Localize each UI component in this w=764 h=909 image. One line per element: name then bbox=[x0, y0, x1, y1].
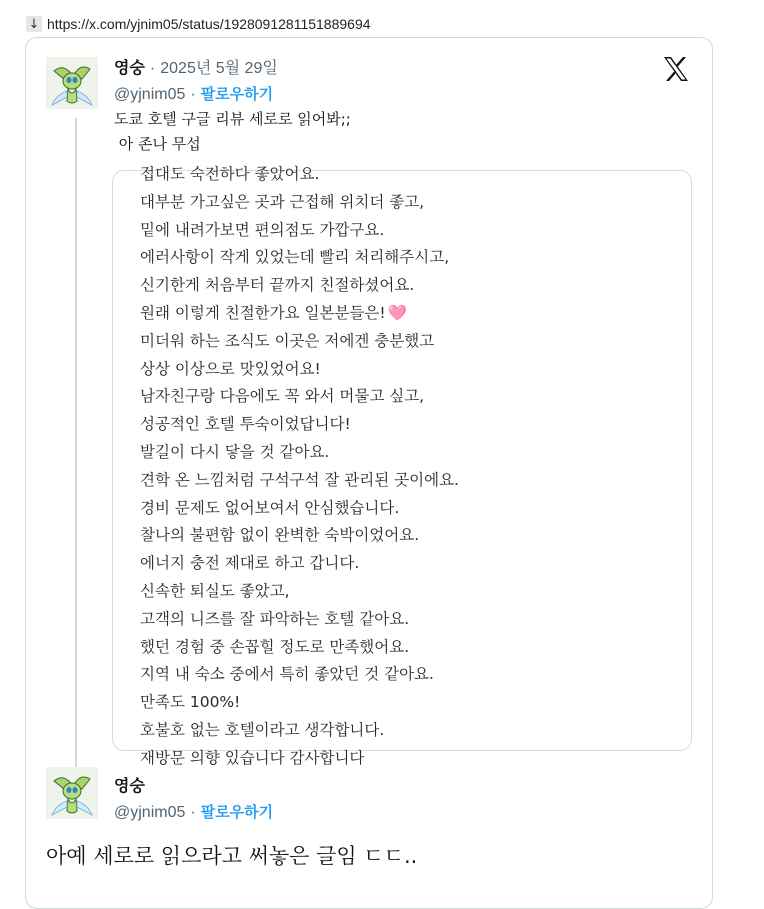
review-line: 경비 문제도 없어보여서 안심했습니다. bbox=[140, 498, 400, 517]
review-line: 밑에 내려가보면 편의점도 가깝구요. bbox=[140, 220, 385, 239]
tweet-header bbox=[114, 55, 278, 78]
review-line bbox=[140, 300, 459, 328]
review-line: 대부분 가고싶은 곳과 근접해 위치더 좋고, bbox=[140, 192, 425, 211]
tweet-date[interactable]: 2025년 5월 29일 bbox=[160, 60, 278, 77]
reply-author-handle[interactable]: @yjnim05 bbox=[114, 804, 186, 821]
tweet-text bbox=[114, 107, 351, 157]
tweet-text-line: 도쿄 호텔 구글 리뷰 세로로 읽어봐;; bbox=[114, 110, 351, 128]
review-line: 성공적인 호텔 투숙이었답니다! bbox=[140, 415, 351, 434]
celebi-avatar-icon bbox=[46, 57, 98, 109]
separator-dot: · bbox=[149, 60, 156, 77]
review-line: 남자친구랑 다음에도 꼭 와서 머물고 싶고, bbox=[140, 387, 425, 406]
separator-dot: · bbox=[190, 86, 196, 103]
review-line: 견학 온 느낌처럼 구석구석 잘 관리된 곳이에요. bbox=[140, 470, 459, 489]
separator-dot: · bbox=[190, 804, 196, 821]
avatar[interactable] bbox=[46, 767, 98, 819]
review-line: 재방문 의향 있습니다 감사합니다 bbox=[140, 748, 365, 767]
review-line: 고객의 니즈를 잘 파악하는 호텔 같아요. bbox=[140, 609, 410, 628]
celebi-avatar-icon bbox=[46, 767, 98, 819]
review-line: 발길이 다시 닿을 것 같아요. bbox=[140, 442, 330, 461]
handle-row bbox=[114, 83, 273, 104]
reply-follow-button[interactable]: 팔로우하기 bbox=[200, 803, 274, 821]
avatar[interactable] bbox=[46, 57, 98, 109]
review-line: 미더워 하는 조식도 이곳은 저에겐 충분했고 bbox=[140, 331, 435, 350]
reply-handle-row bbox=[114, 801, 273, 822]
reply-header bbox=[114, 773, 145, 796]
tweet-text-line: 아 존나 무섭 bbox=[114, 135, 201, 153]
review-line: 에너지 충전 제대로 하고 갑니다. bbox=[140, 554, 360, 573]
url-bar[interactable] bbox=[26, 14, 371, 34]
review-line: 만족도 100%! bbox=[140, 693, 241, 712]
heart-emoji-icon: 🩷 bbox=[387, 303, 407, 322]
follow-button[interactable]: 팔로우하기 bbox=[200, 85, 274, 103]
reply-text: 아예 세로로 읽으라고 써놓은 글임 ㄷㄷ.. bbox=[46, 844, 418, 868]
author-name[interactable]: 영숭 bbox=[114, 60, 145, 77]
review-line: 상상 이상으로 맛있었어요! bbox=[140, 359, 321, 378]
url-text[interactable]: https://x.com/yjnim05/status/1928091281151889694 bbox=[47, 16, 371, 32]
thread-line bbox=[75, 118, 77, 794]
tweet-image[interactable] bbox=[112, 165, 692, 767]
review-line: 찰나의 불편함 없이 완벽한 숙박이었어요. bbox=[140, 526, 420, 545]
review-line-text: 원래 이렇게 친절한가요 일본분들은! bbox=[140, 303, 386, 322]
review-line: 신속한 퇴실도 좋았고, bbox=[140, 581, 290, 600]
author-handle[interactable]: @yjnim05 bbox=[114, 86, 186, 103]
review-text-image bbox=[140, 161, 459, 773]
review-line: 지역 내 숙소 중에서 특히 좋았던 것 같아요. bbox=[140, 665, 434, 684]
review-line: 호불호 없는 호텔이라고 생각합니다. bbox=[140, 720, 385, 739]
review-line: 접대도 숙전하다 좋았어요. bbox=[140, 165, 320, 183]
review-line: 신기한게 처음부터 끝까지 친절하셨어요. bbox=[140, 276, 415, 295]
review-line: 에러사항이 작게 있었는데 빨리 처리해주시고, bbox=[140, 248, 450, 267]
x-logo-icon[interactable] bbox=[661, 54, 691, 84]
review-line: 했던 경험 중 손꼽힐 정도로 만족했어요. bbox=[140, 637, 410, 656]
reply-author-name[interactable]: 영숭 bbox=[114, 778, 145, 795]
download-arrow-icon[interactable]: ↓ bbox=[26, 16, 42, 32]
tweet-card bbox=[25, 37, 713, 909]
